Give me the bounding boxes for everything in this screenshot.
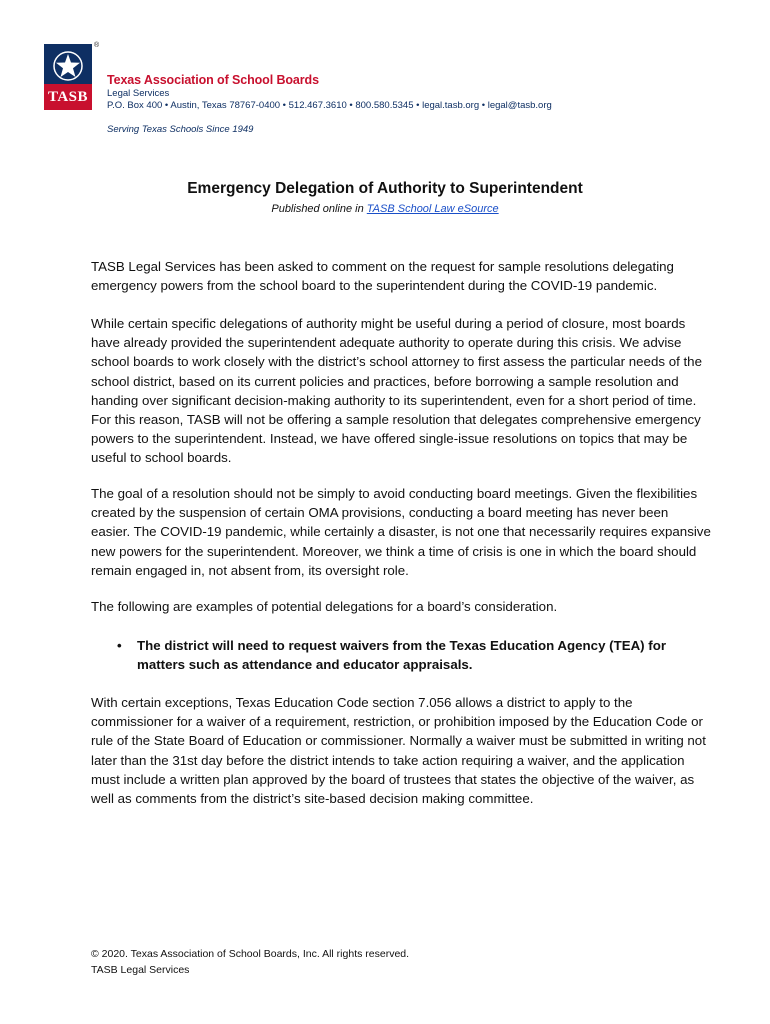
bullet-text: The district will need to request waivers from the Texas Education Agency (TEA) for matters such as attendance and educator appraisals. — [137, 638, 667, 673]
page-footer — [91, 946, 409, 978]
footer-department: TASB Legal Services — [91, 964, 190, 976]
copyright-text: © 2020. Texas Association of School Boards, Inc. All rights reserved. — [91, 948, 410, 960]
subtitle-prefix: Published online in — [271, 203, 367, 215]
star-icon — [52, 50, 84, 82]
paragraph-text: TASB Legal Services has been asked to comment on the request for sample resolutions delegating emergency powers from the school board to the superintendent during the COVID-19 pandemic. — [91, 259, 674, 294]
paragraph-intro — [91, 257, 711, 295]
letterhead-info — [107, 73, 552, 111]
address-line: P.O. Box 400 • Austin, Texas 78767-0400 • 512.467.3610 • 800.580.5345 • legal.tasb.org • legal@tasb.org — [107, 100, 552, 111]
tasb-logo — [44, 44, 104, 114]
paragraph-goal — [91, 484, 711, 580]
department-name: Legal Services — [107, 88, 170, 99]
tagline: Serving Texas Schools Since 1949 — [107, 124, 254, 135]
esource-link[interactable]: TASB School Law eSource — [366, 203, 499, 215]
paragraph-waiver — [91, 693, 711, 808]
document-title: Emergency Delegation of Authority to Superintendent — [187, 180, 583, 197]
paragraph-text: With certain exceptions, Texas Education Code section 7.056 allows a district to apply to the commissioner for a waiver of a requirement, restriction, or prohibition imposed by the Education Code or rule of the State Board of Education or commissioner. Normally a waiver must be submitted in writing not later than the 31st day before the district intends to take action requiring a waiver, and the application must include a written plan approved by the board of trustees that states the objective of the waiver, as well as comments from the district’s site-based decision making committee. — [91, 695, 706, 807]
logo-text: TASB — [44, 84, 92, 110]
paragraph-delegations — [91, 314, 711, 468]
bullet-item — [117, 636, 697, 674]
registered-mark: ® — [94, 42, 100, 49]
paragraph-text: The goal of a resolution should not be simply to avoid conducting board meetings. Given the flexibilities created by the suspension of certain OMA provisions, conducting a board meeting has never been easier. The COVID-19 pandemic, while certainly a disaster, is not one that necessarily requires expansive new powers for the superintendent. Moreover, we think a time of crisis is one in which the board should remain engaged in, not absent from, its oversight role. — [91, 486, 711, 578]
document-subtitle — [0, 203, 770, 215]
bullet-icon: • — [117, 638, 122, 653]
paragraph-text: The following are examples of potential delegations for a board’s consideration. — [91, 599, 558, 614]
paragraph-text: While certain specific delegations of authority might be useful during a period of closure, most boards have already provided the superintendent adequate authority to operate during this crisis. We advise school boards to work closely with the district’s school attorney to first assess the particular needs of the school district, based on its current policies and practices, before borrowing a sample resolution and handing over significant decision-making authority to its superintendent, even for a short period of time. For this reason, TASB will not be offering a sample resolution that delegates comprehensive emergency powers to the superintendent. Instead, we have offered single-issue resolutions on topics that may be useful to school boards. — [91, 316, 702, 466]
org-name: Texas Association of School Boards — [107, 73, 319, 87]
logo-emblem — [44, 44, 92, 110]
paragraph-examples — [91, 597, 711, 616]
